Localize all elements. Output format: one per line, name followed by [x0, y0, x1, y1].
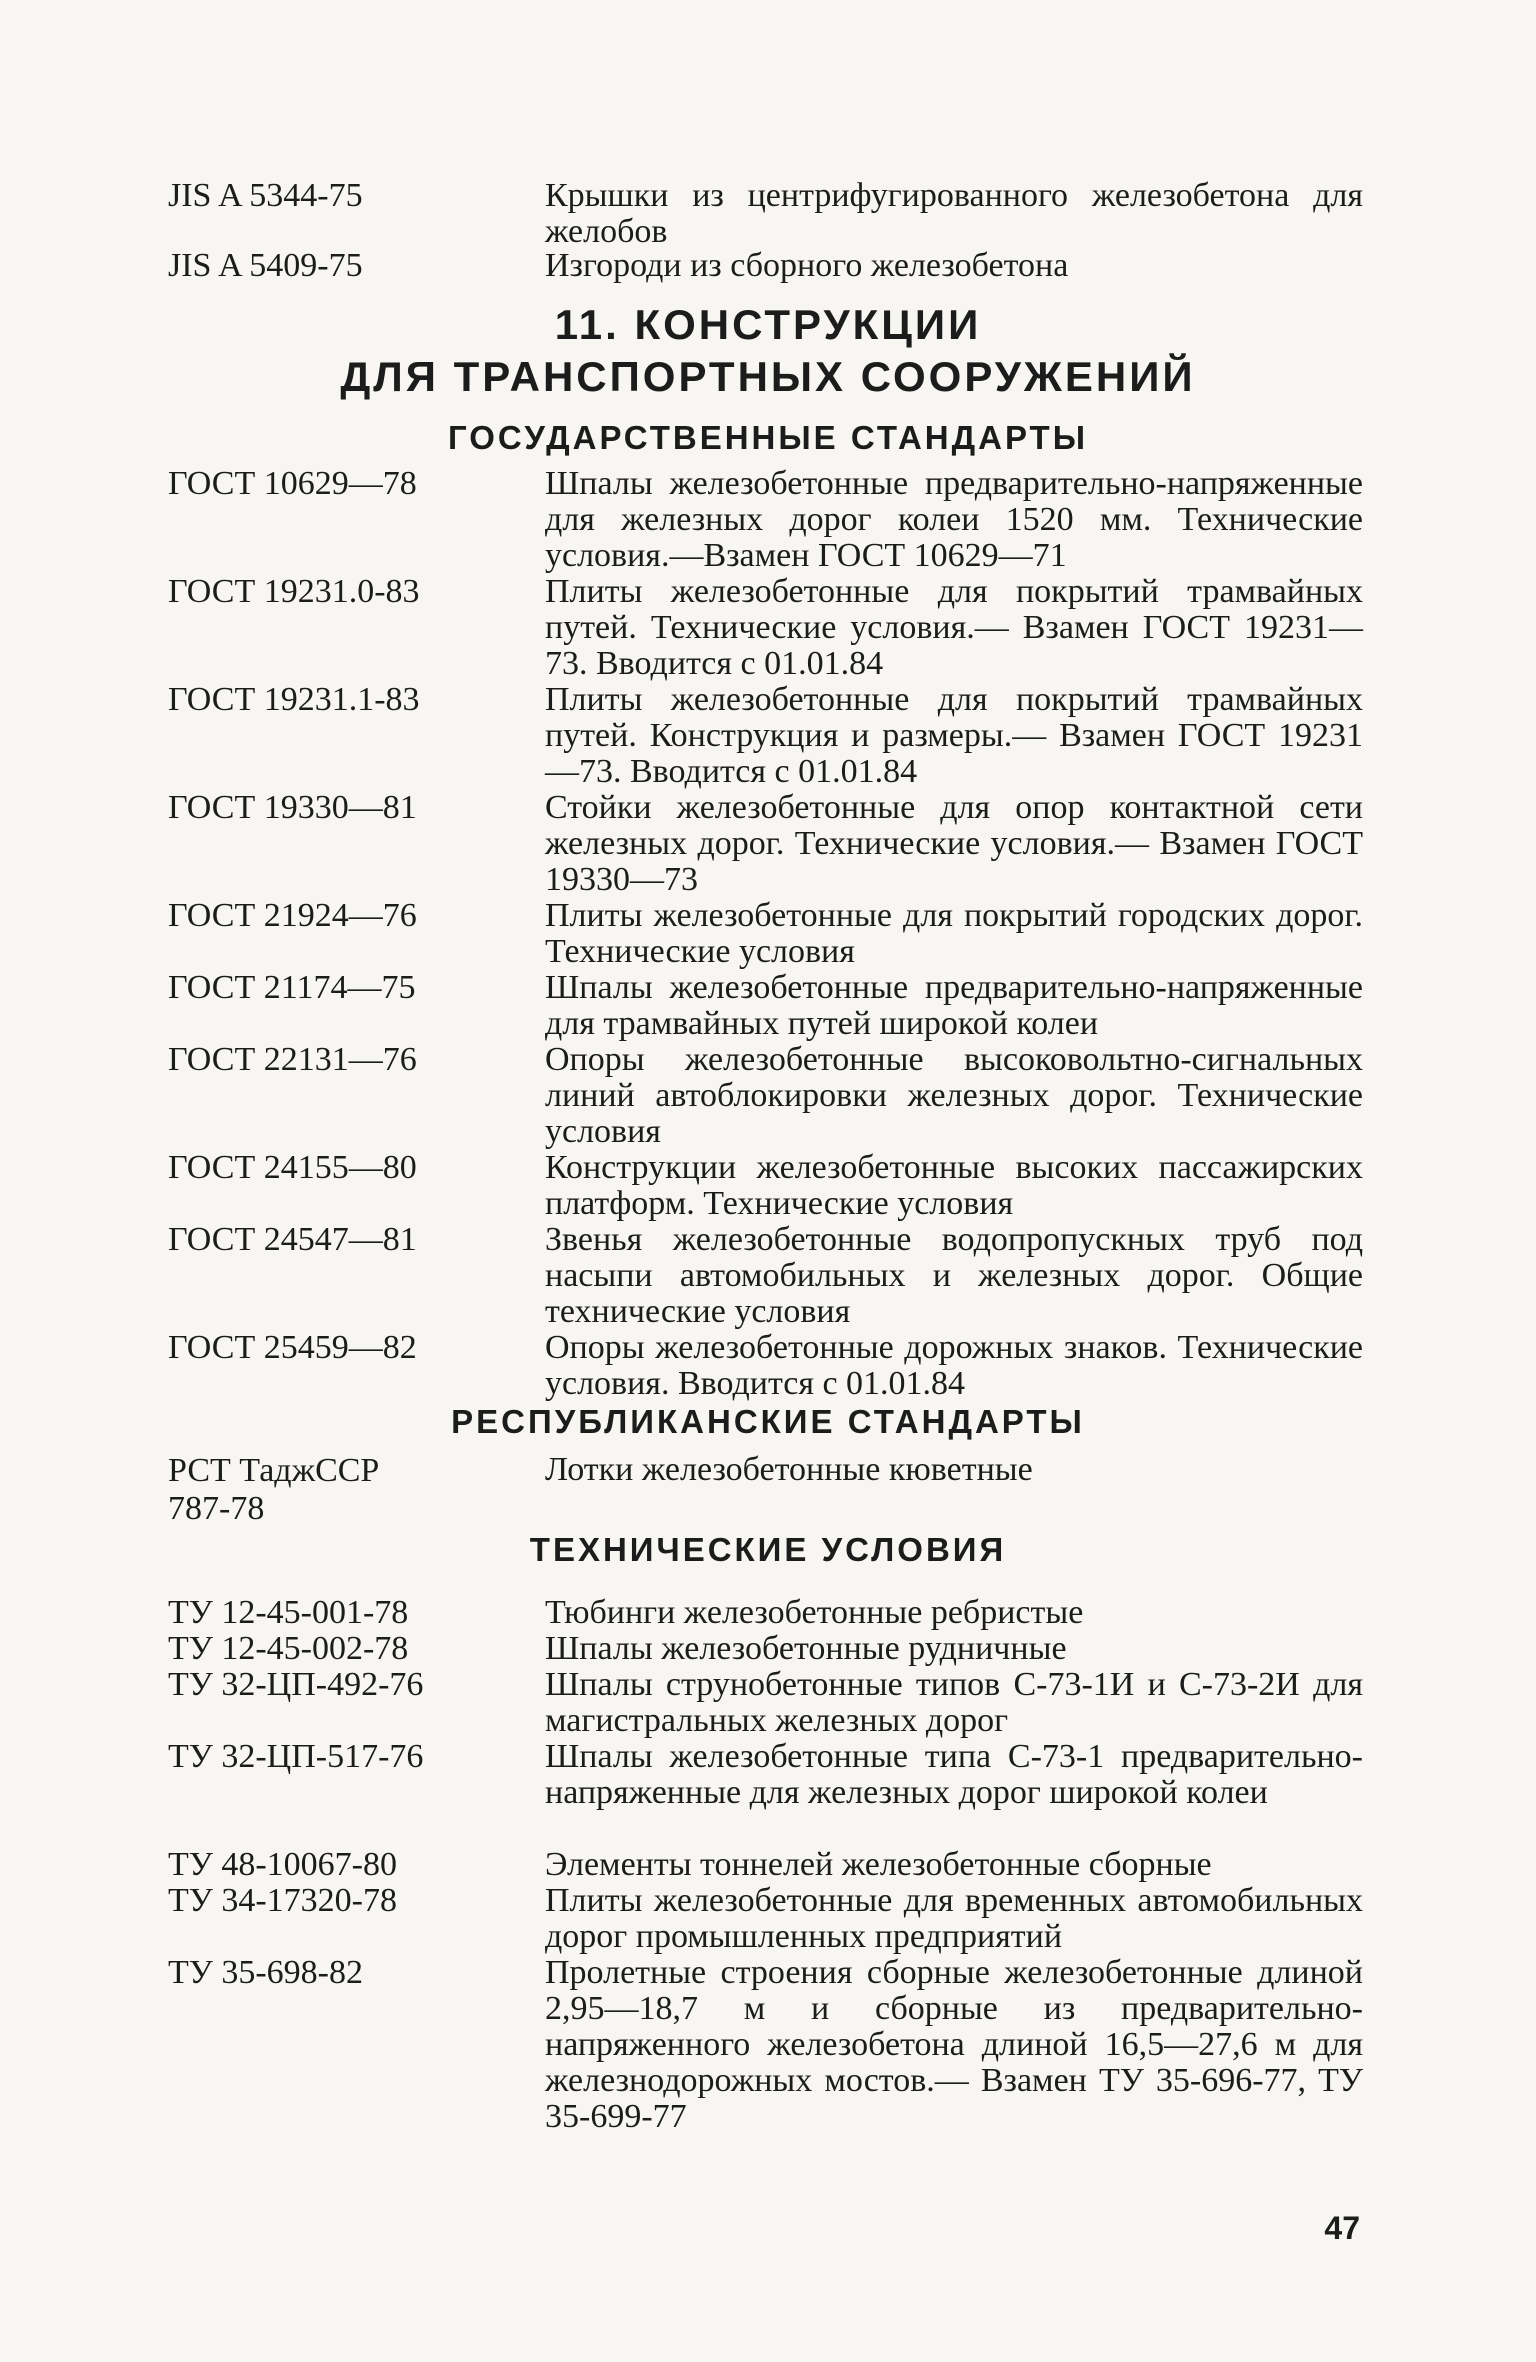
section-title-line1: 11. КОНСТРУКЦИИ: [554, 301, 982, 348]
standard-description: Крышки из центрифугированного железобетона для желобов: [545, 177, 1363, 250]
standard-description: Конструкции железобетонные высоких пассажирских платформ. Технические условия: [545, 1149, 1363, 1222]
standard-code: ТУ 12-45-001-78: [168, 1594, 409, 1631]
standard-description: Шпалы железобетонные предварительно-напряженные для трамвайных путей широкой колеи: [545, 969, 1363, 1042]
section-title-line2: ДЛЯ ТРАНСПОРТНЫХ СООРУЖЕНИЙ: [340, 353, 1196, 400]
standard-description: Тюбинги железобетонные ребристые: [545, 1594, 1084, 1631]
standard-code: ТУ 32-ЦП-517-76: [168, 1738, 424, 1775]
standard-description: Пролетные строения сборные железобетонные длиной 2,95—18,7 м и сборные из предварительно-напряженного железобетона длиной 16,5—27,6 м для железнодорожных мостов.— Взамен ТУ 35-696-77, ТУ 35-699-77: [545, 1954, 1363, 2135]
standard-description: Элементы тоннелей железобетонные сборные: [545, 1846, 1212, 1883]
standard-code: ГОСТ 24547—81: [168, 1221, 417, 1258]
state-standards-heading: ГОСУДАРСТВЕННЫЕ СТАНДАРТЫ: [447, 419, 1088, 456]
standard-code: РСТ ТаджССР 787-78: [168, 1452, 380, 1527]
standard-description: Шпалы струнобетонные типов С-73-1И и С-73-2И для магистральных железных дорог: [545, 1666, 1363, 1739]
standard-description: Плиты железобетонные для покрытий городских дорог. Технические условия: [545, 897, 1363, 970]
standard-code: ТУ 34-17320-78: [168, 1882, 397, 1919]
standard-description: Плиты железобетонные для временных автомобильных дорог промышленных предприятий: [545, 1882, 1363, 1955]
standard-code: ГОСТ 19231.0-83: [168, 573, 420, 610]
standard-code: ТУ 35-698-82: [168, 1954, 363, 1991]
standard-code: ГОСТ 10629—78: [168, 465, 417, 502]
standard-code: ТУ 32-ЦП-492-76: [168, 1666, 424, 1703]
standard-code: ГОСТ 25459—82: [168, 1329, 417, 1366]
standard-code: ГОСТ 22131—76: [168, 1041, 417, 1078]
standard-code: JIS A 5409-75: [168, 247, 363, 284]
standard-code: ГОСТ 21924—76: [168, 897, 417, 934]
standard-description: Плиты железобетонные для покрытий трамвайных путей. Конструкция и размеры.— Взамен ГОСТ 19231—73. Вводится с 01.01.84: [545, 681, 1363, 790]
page-number: 47: [1324, 2210, 1360, 2246]
standard-description: Шпалы железобетонные рудничные: [545, 1630, 1067, 1667]
standard-code: JIS A 5344-75: [168, 177, 363, 214]
standard-description: Шпалы железобетонные типа С-73-1 предварительно-напряженные для железных дорог широкой колеи: [545, 1738, 1363, 1811]
standard-description: Стойки железобетонные для опор контактной сети железных дорог. Технические условия.— Взамен ГОСТ 19330—73: [545, 789, 1363, 898]
technical-conditions-heading: ТЕХНИЧЕСКИЕ УСЛОВИЯ: [529, 1531, 1007, 1568]
standard-description: Опоры железобетонные дорожных знаков. Технические условия. Вводится с 01.01.84: [545, 1329, 1363, 1402]
standard-description: Лотки железобетонные кюветные: [545, 1451, 1033, 1488]
standard-code: ТУ 12-45-002-78: [168, 1630, 409, 1667]
republic-standards-heading: РЕСПУБЛИКАНСКИЕ СТАНДАРТЫ: [451, 1403, 1085, 1440]
standard-description: Шпалы железобетонные предварительно-напряженные для железных дорог колеи 1520 мм. Технические условия.—Взамен ГОСТ 10629—71: [545, 465, 1363, 574]
standard-description: Изгороди из сборного железобетона: [545, 247, 1069, 284]
standard-code: ТУ 48-10067-80: [168, 1846, 397, 1883]
standard-description: Звенья железобетонные водопропускных труб под насыпи автомобильных и железных дорог. Общие технические условия: [545, 1221, 1363, 1330]
standard-code: ГОСТ 21174—75: [168, 969, 416, 1006]
standard-description: Опоры железобетонные высоковольтно-сигнальных линий автоблокировки железных дорог. Технические условия: [545, 1041, 1363, 1150]
standard-code: ГОСТ 19231.1-83: [168, 681, 420, 718]
standard-code: ГОСТ 19330—81: [168, 789, 417, 826]
standard-description: Плиты железобетонные для покрытий трамвайных путей. Технические условия.— Взамен ГОСТ 19231—73. Вводится с 01.01.84: [545, 573, 1363, 682]
standard-code: ГОСТ 24155—80: [168, 1149, 417, 1186]
